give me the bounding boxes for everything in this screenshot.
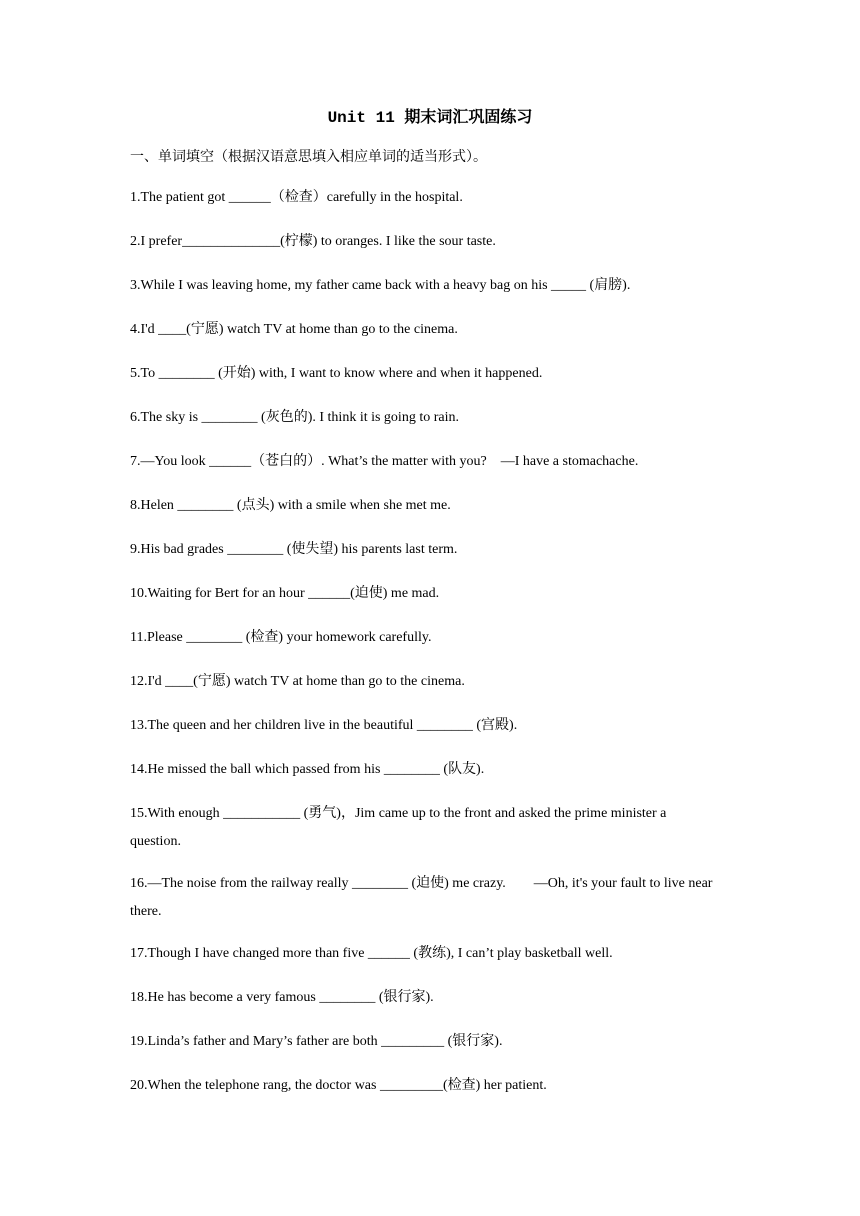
question-6: 6.The sky is ________ (灰色的). I think it is going to rain. — [130, 410, 459, 425]
question-18: 18.He has become a very famous ________ (银行家). — [130, 990, 434, 1005]
question-5: 5.To ________ (开始) with, I want to know where and when it happened. — [130, 366, 543, 381]
question-1: 1.The patient got ______（检查）carefully in the hospital. — [130, 190, 463, 205]
question-19: 19.Linda’s father and Mary’s father are both _________ (银行家). — [130, 1034, 503, 1049]
question-12: 12.I'd ____(宁愿) watch TV at home than go to the cinema. — [130, 674, 465, 689]
question-11: 11.Please ________ (检查) your homework carefully. — [130, 630, 432, 645]
question-4: 4.I'd ____(宁愿) watch TV at home than go to the cinema. — [130, 322, 458, 337]
question-9: 9.His bad grades ________ (使失望) his parents last term. — [130, 542, 458, 557]
question-13: 13.The queen and her children live in the beautiful ________ (宫殿). — [130, 718, 518, 733]
question-14: 14.He missed the ball which passed from his ________ (队友). — [130, 762, 485, 777]
question-10: 10.Waiting for Bert for an hour ______(迫使) me mad. — [130, 586, 440, 601]
question-20: 20.When the telephone rang, the doctor was _________(检查) her patient. — [130, 1078, 547, 1093]
question-15: 15.With enough ___________ (勇气)，Jim came up to the front and asked the prime minister a question. — [130, 806, 667, 849]
question-17: 17.Though I have changed more than five ______ (教练), I can’t play basketball well. — [130, 946, 613, 961]
question-2: 2.I prefer______________(柠檬) to oranges. I like the sour taste. — [130, 234, 496, 249]
question-7: 7.—You look ______（苍白的）. What’s the matter with you? —I have a stomachache. — [130, 454, 639, 469]
question-3: 3.While I was leaving home, my father came back with a heavy bag on his _____ (肩膀). — [130, 278, 631, 293]
question-8: 8.Helen ________ (点头) with a smile when she met me. — [130, 498, 451, 513]
question-16: 16.—The noise from the railway really ________ (迫使) me crazy. —Oh, it's your fault to live near there. — [130, 876, 713, 919]
section-heading: 一、单词填空（根据汉语意思填入相应单词的适当形式）。 — [130, 149, 487, 165]
page-title: Unit 11 期末词汇巩固练习 — [327, 109, 533, 127]
